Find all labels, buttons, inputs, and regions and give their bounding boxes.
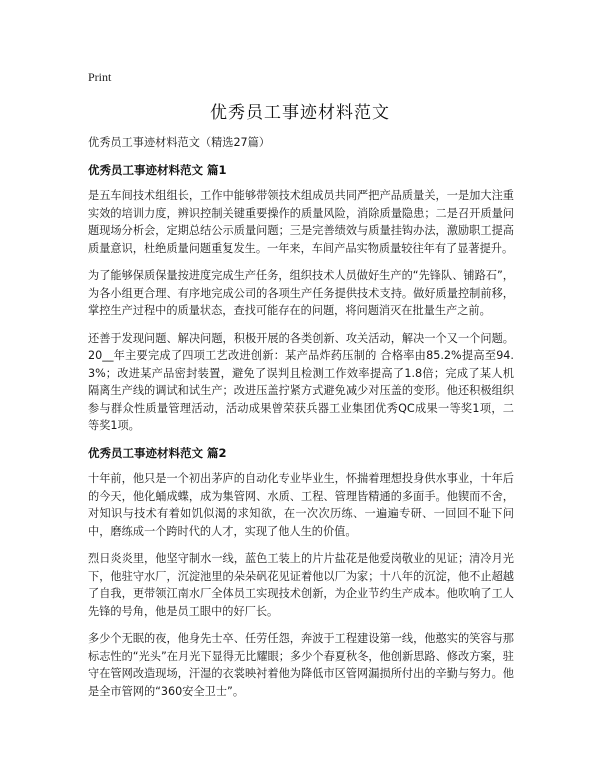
document-subtitle: 优秀员工事迹材料范文（精选27篇） <box>88 136 271 149</box>
paragraph: 还善于发现问题、解决问题，积极开展的各类创新、攻关活动，解决一个又一个问题。20__年主要完成了四项工艺改进创新：某产品炸药压制的 合格率由85.2%提高至94.3%；改进某产品密封装置，避免了误判且检测工作效率提高了1.8倍；完成了某人机隔离生产线的调试和试生产；改进压盖拧紧方式避免减少对压盖的变形。他还积极组织参与群众性质量管理活动，活动成果曾荣获兵器工业集团优秀QC成果一等奖1项，二等奖1项。 <box>88 331 514 432</box>
paragraph: 烈日炎炎里，他坚守制水一线，蓝色工装上的片片盐花是他爱岗敬业的见证；清冷月光下，他驻守水厂，沉淀池里的朵朵矾花见证着他以厂为家；十八年的沉淀，他不止超越了自我，更带领江南水厂全体员工实现技术创新，为企业节约生产成本。他吹响了工人先锋的号角，他是员工眼中的好厂长。 <box>88 552 514 618</box>
paragraph: 十年前，他只是一个初出茅庐的自动化专业毕业生，怀揣着理想投身供水事业，十年后的今天，他化蛹成蝶，成为集管网、水质、工程、管理皆精通的多面手。他锲而不舍，对知识与技术有着如饥似渴的求知欲，在一次次历练、一遍遍专研、一回回不耻下问中，磨练成一个跨时代的人才，实现了他人生的价值。 <box>88 472 514 538</box>
section-heading: 优秀员工事迹材料范文 篇1 <box>88 162 227 177</box>
paragraph: 是五车间技术组组长，工作中能够带领技术组成员共同严把产品质量关，一是加大注重实效的培训力度，辨识控制关键重要操作的质量风险，消除质量隐患；二是召开质量问题现场分析会，定期总结公示质量问题；三是完善绩效与质量挂钩办法，激励职工提高质量意识，杜绝质量问题重复发生。一年来，车间产品实物质量较往年有了显著提升。 <box>88 189 514 255</box>
print-link[interactable]: Print <box>88 70 112 84</box>
document-title: 优秀员工事迹材料范文 <box>210 103 390 123</box>
paragraph: 多少个无眠的夜，他身先士卒、任劳任怨，奔波于工程建设第一线，他憨实的笑容与那标志性的“光头”在月光下显得无比耀眼；多少个春夏秋冬，他创新思路、修改方案，驻守在管网改造现场，汗湿的衣裳映衬着他为降低市区管网漏损所付出的辛勤与努力。他是全市管网的“360安全卫士”。 <box>88 632 514 698</box>
paragraph: 为了能够保质保量按进度完成生产任务，组织技术人员做好生产的“先锋队、铺路石”，为各小组更合理、有序地完成公司的各项生产任务提供技术支持。做好质量控制前移，掌控生产过程中的质量状态，查找可能存在的问题，将问题消灭在批量生产之前。 <box>88 269 514 317</box>
section-heading: 优秀员工事迹材料范文 篇2 <box>88 445 227 460</box>
section-1 <box>88 162 514 435</box>
section-2 <box>88 445 514 701</box>
document-body <box>88 134 514 710</box>
